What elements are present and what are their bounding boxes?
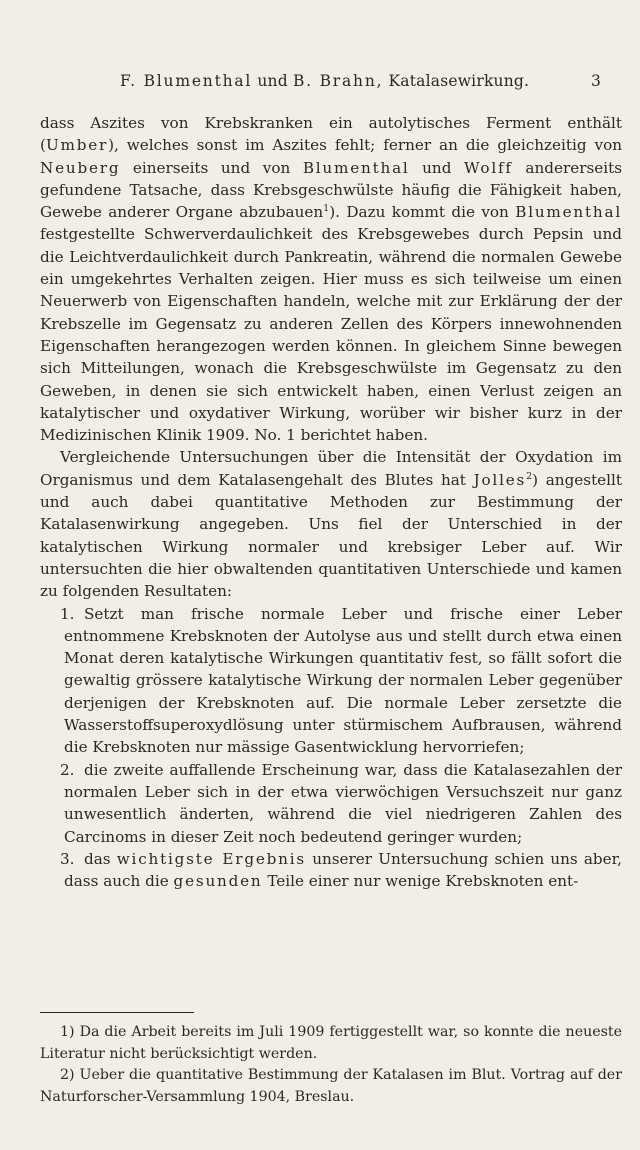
running-header — [0, 72, 640, 96]
list-item-number: 1. — [60, 604, 75, 623]
name-jolles: Jolles — [473, 470, 527, 489]
text-run: Katalasenwirkung — [40, 515, 180, 534]
page-number: 3 — [591, 72, 602, 90]
text-run: unserer Untersuchung schien uns aber, dass auch die — [64, 849, 623, 891]
text-run: das — [84, 849, 117, 868]
text-run: andererseits gefundene Tatsache, dass Krebsgeschwülste häufig die Fähigkeit haben, Gewebe anderer Organe abzubauen — [40, 158, 622, 222]
list-item — [40, 759, 622, 848]
footnote-2: 2) Ueber die quantitative Bestimmung der Katalasen im Blut. Vortrag auf der Naturforscher-Versammlung 1904, Breslau. — [40, 1067, 622, 1105]
paragraph-1 — [40, 112, 622, 446]
paragraph-2 — [40, 446, 622, 602]
name-wolff: Wolff — [464, 158, 513, 177]
text-run: zur Bestimmung der — [407, 493, 622, 512]
header-title — [120, 72, 529, 90]
text-run: ), welches sonst im Aszites fehlt; ferner an die gleichzeitig von — [108, 136, 622, 155]
text-run: dass Aszites von Krebskranken ein autolytisches Ferment enthält ( — [40, 114, 622, 155]
text-run: einerseits und von — [120, 158, 303, 177]
list-item — [40, 603, 622, 759]
header-topic: Katalasewirkung. — [388, 72, 530, 90]
footnote-ref-1: 1 — [323, 203, 330, 215]
name-neuberg: Neuberg — [40, 158, 121, 177]
list-item-text: die zweite auffallende Erscheinung war, dass die Katalasezahlen der normalen Leber sich in der etwa vierwöchigen Versuchszeit nur ganz unwesentlich änderten, während die viel niedrigeren Zahlen des Carcinoms in dieser Zeit noch bedeutend geringer wurden; — [64, 760, 622, 846]
text-run: angegeben. Uns fiel der Unterschied in der katalytischen Wirkung normaler und krebsiger Leber auf. Wir untersuchten die hier — [40, 515, 622, 578]
list-item — [40, 848, 622, 893]
footnote-1: 1) Da die Arbeit bereits im Juli 1909 fertiggestellt war, so konnte die neueste Literatur nicht berücksichtigt werden. — [40, 1024, 622, 1062]
text-run: ). Dazu kommt die von — [329, 203, 516, 222]
text-run: obwaltenden — [213, 559, 313, 578]
text-run: festgestellte Schwerverdaulichkeit des Krebsgewebes durch Pepsin und die Leichtverdaulichkeit durch Pankreatin, während die normalen Gewebe ein umgekehrtes Verhalten zeigen. Hier muss es sich teilweise um einen Neuerwerb von Eigenschaften handeln, welche mit zur Erklärung der der Krebszelle im Gegensatz zu anderen Zellen des Körpers innewohnenden Eigenschaften herangezogen werden können. In gleichem Sinne bewegen sich Mitteilungen, wonach die Krebsgeschwülste im Gegensatz zu den Geweben, in denen sie sich entwickelt haben, einen Verlust zeigen an katalytischer und oxydativer Wirkung, worüber wir bisher kurz in der Medizinischen Klinik 1909. No. 1 berichtet haben. — [40, 225, 622, 445]
header-author-1: F. Blumenthal — [120, 72, 253, 90]
name-umber: Umber — [45, 136, 109, 155]
text-run: Methoden — [329, 493, 408, 512]
text-run: quantitativen Unterschiede und kamen zu folgenden Resultaten: — [40, 559, 622, 601]
text-run: ) angestellt und auch dabei quantitative — [40, 470, 622, 512]
name-blumenthal: Blumenthal — [302, 158, 410, 177]
footnote-divider — [40, 1012, 194, 1013]
emphasis-gesunden: gesunden — [173, 872, 263, 891]
list-item-number: 2. — [60, 760, 75, 779]
header-und: und — [257, 72, 288, 90]
emphasis-wichtigste-ergebnis: wichtigste Ergebnis — [116, 849, 307, 868]
list-item-number: 3. — [60, 849, 75, 868]
footnote-ref-2: 2 — [526, 470, 533, 482]
footnotes — [40, 1022, 622, 1108]
text-run: Teile einer nur wenige Krebsknoten ent- — [262, 872, 579, 891]
text-run: und — [409, 158, 465, 177]
body-text — [40, 112, 622, 892]
name-blumenthal: Blumenthal — [515, 203, 623, 222]
header-author-2: B. Brahn, — [292, 72, 384, 90]
list-item-text: Setzt man frische normale Leber und frische einer Leber entnommene Krebsknoten der Autolyse aus und stellt durch etwa einen Monat deren katalytische Wirkungen quantitativ fest, so fällt sofort die gewaltig grössere katalytische Wirkung der normalen Leber gegenüber derjenigen der Krebsknoten auf. Die normale Leber zersetzte die Wasserstoffsuperoxydlösung unter stürmischem Aufbrausen, während die Krebsknoten nur mässige Gasentwicklung hervorriefen; — [64, 604, 622, 757]
text-run: Vergleichende Untersuchungen über die Intensität der Oxydation im Organismus und dem Katalasengehalt des Blutes hat — [40, 448, 622, 489]
